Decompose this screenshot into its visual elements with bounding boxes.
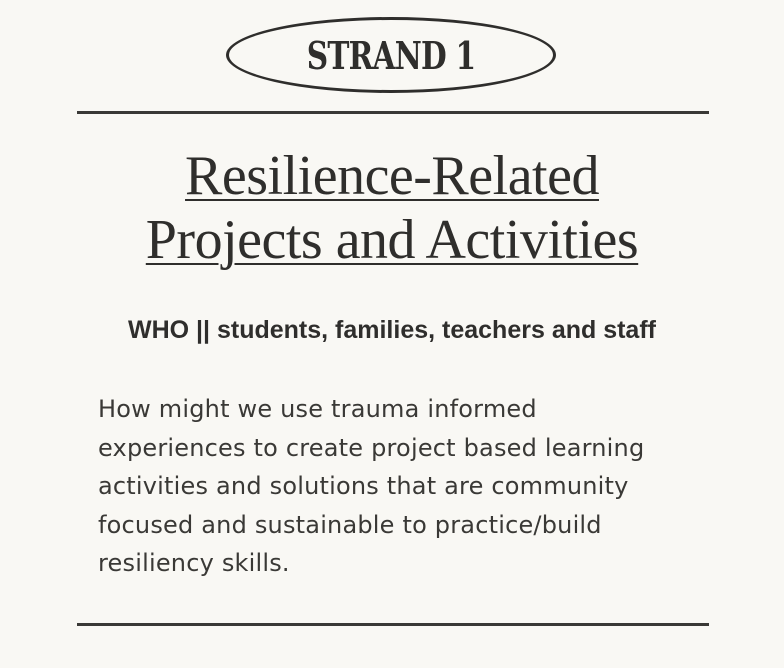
description-line: resiliency skills. (98, 549, 290, 577)
title-line-2: Projects and Activities (145, 209, 639, 271)
description-line: How might we use trauma informed (98, 395, 537, 423)
page-title (0, 144, 784, 272)
top-divider (77, 111, 709, 114)
description-line: focused and sustainable to practice/build (98, 510, 602, 539)
description-line: experiences to create project based learning (98, 433, 645, 462)
description-line: activities and solutions that are community (98, 472, 629, 500)
description-paragraph (98, 390, 718, 583)
who-heading: WHO || students, families, teachers and staff (127, 316, 656, 344)
strand-badge (226, 17, 556, 93)
title-line-1: Resilience-Related (185, 145, 599, 207)
bottom-divider (77, 623, 709, 626)
strand-label: STRAND 1 (306, 32, 476, 78)
